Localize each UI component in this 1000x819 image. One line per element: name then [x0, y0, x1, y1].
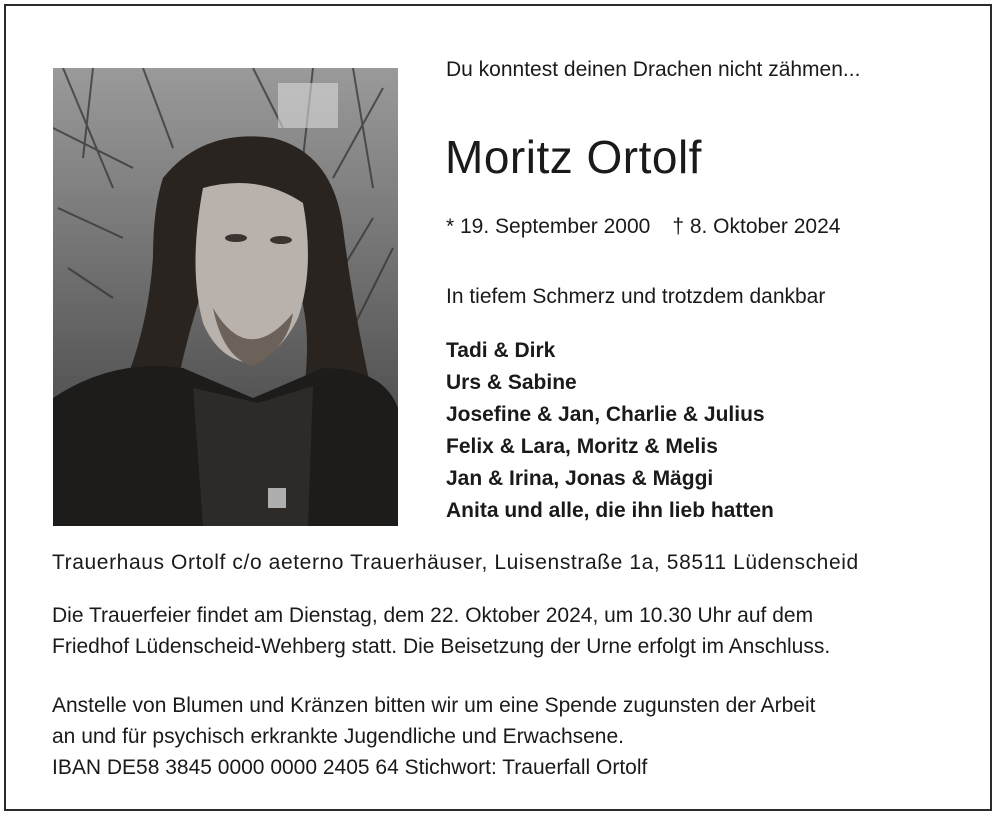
motto-line: Du konntest deinen Drachen nicht zähmen... [446, 58, 861, 81]
donation-info [52, 690, 815, 783]
life-dates [446, 215, 840, 239]
mourner-line: Tadi & Dirk [446, 339, 556, 362]
birth-date: * 19. September 2000 [446, 215, 651, 238]
deceased-name: Moritz Ortolf [445, 131, 702, 183]
mourner-line: Jan & Irina, Jonas & Mäggi [446, 467, 714, 490]
portrait-photo [53, 68, 398, 526]
ceremony-line: Friedhof Lüdenscheid-Wehberg statt. Die Beisetzung der Urne erfolgt im Anschluss. [52, 635, 831, 658]
donation-iban: IBAN DE58 3845 0000 0000 2405 64 Stichwort: Trauerfall Ortolf [52, 756, 648, 779]
death-date: † 8. Oktober 2024 [672, 215, 841, 238]
portrait-image [53, 68, 398, 526]
mourner-line: Josefine & Jan, Charlie & Julius [446, 403, 765, 426]
mourning-house-address: Trauerhaus Ortolf c/o aeterno Trauerhäuser, Luisenstraße 1a, 58511 Lüdenscheid [52, 551, 859, 574]
donation-line: Anstelle von Blumen und Kränzen bitten wir um eine Spende zugunsten der Arbeit [52, 694, 816, 717]
ceremony-info [52, 600, 830, 662]
mourners-list [446, 335, 774, 527]
mourner-line: Urs & Sabine [446, 371, 577, 394]
donation-line: an und für psychisch erkrankte Jugendliche und Erwachsene. [52, 725, 625, 748]
ceremony-line: Die Trauerfeier findet am Dienstag, dem 22. Oktober 2024, um 10.30 Uhr auf dem [52, 604, 814, 627]
mourner-line: Felix & Lara, Moritz & Melis [446, 435, 718, 458]
mourner-line: Anita und alle, die ihn lieb hatten [446, 499, 774, 522]
grief-line: In tiefem Schmerz und trotzdem dankbar [446, 285, 826, 308]
